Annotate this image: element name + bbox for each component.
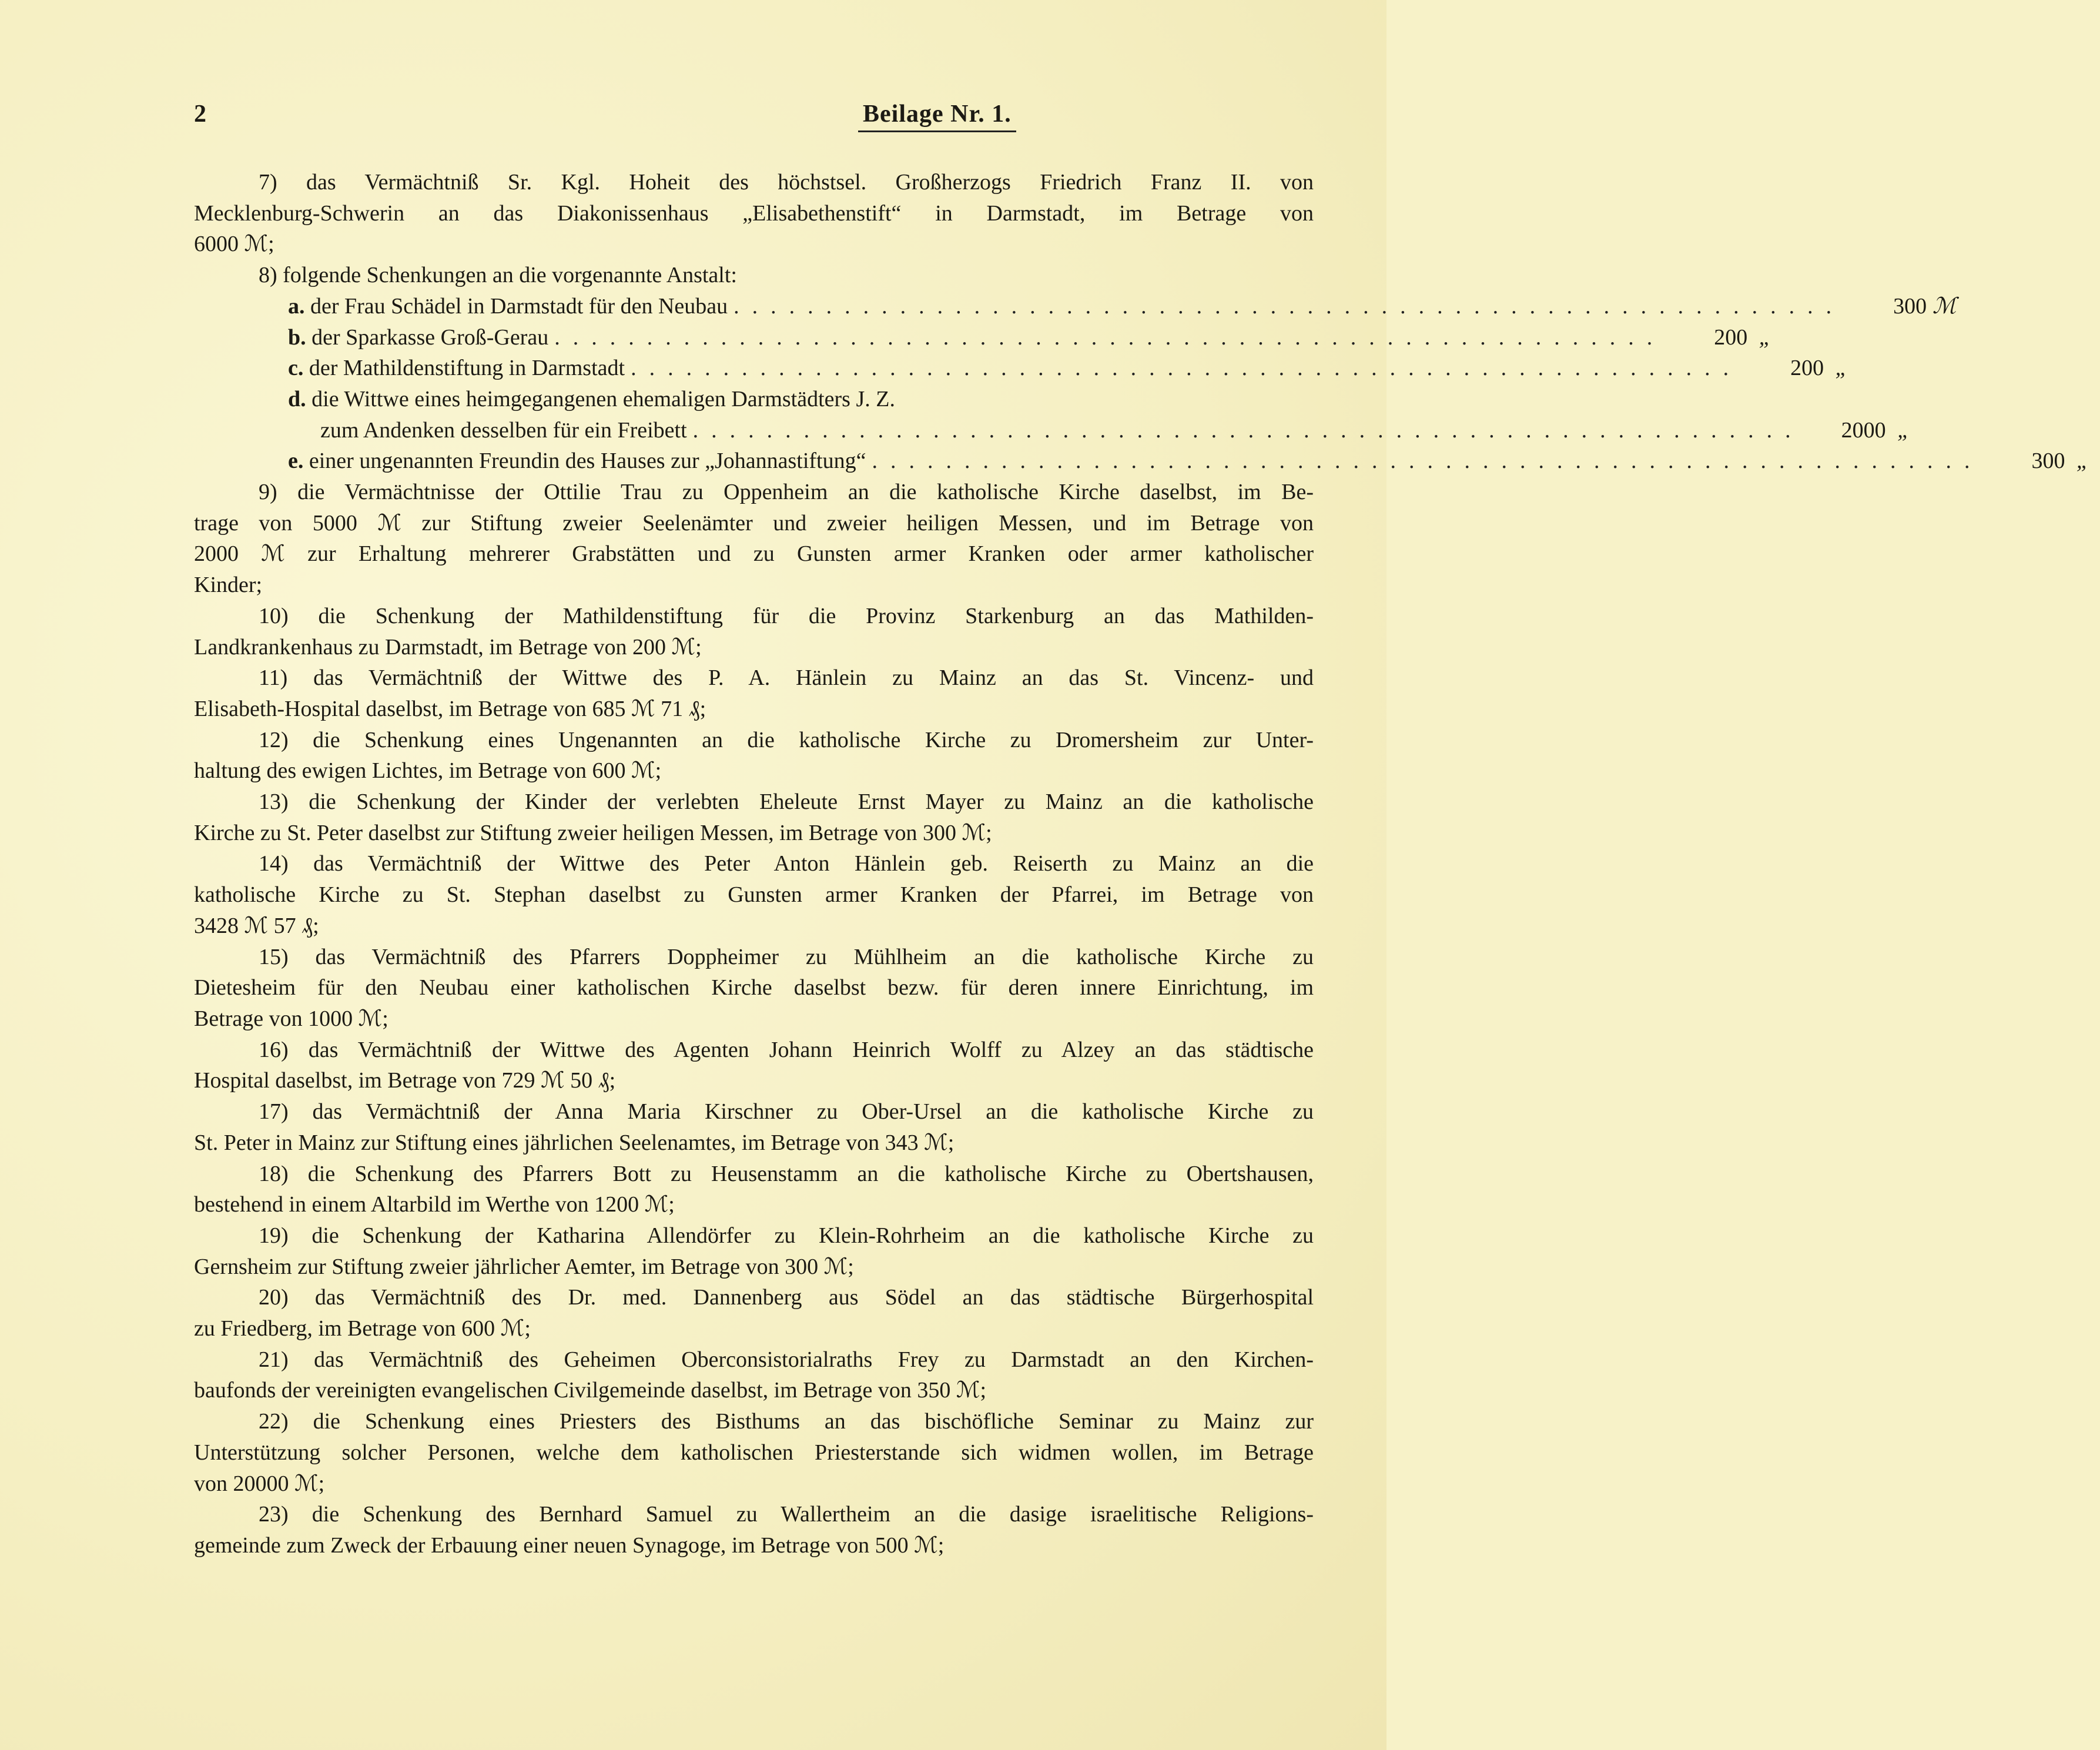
list-item bbox=[194, 446, 2089, 477]
paragraph bbox=[194, 1159, 1314, 1220]
paragraph-line: Landkrankenhaus zu Darmstadt, im Betrage von 200 ℳ; bbox=[194, 634, 702, 660]
paragraph-line: 14) das Vermächtniß der Wittwe des Peter Anton Hänlein geb. Reiserth zu Mainz an die bbox=[259, 851, 1314, 876]
paragraph-line: zu Friedberg, im Betrage von 600 ℳ; bbox=[194, 1316, 531, 1341]
item-amount: 2000 bbox=[1841, 417, 1886, 443]
item-text: der Mathildenstiftung in Darmstadt bbox=[309, 356, 625, 381]
dot-leader: ............................................................ bbox=[692, 417, 1804, 443]
paragraph-line: 21) das Vermächtniß des Geheimen Oberconsistorialraths Frey zu Darmstadt an den Kirchen- bbox=[259, 1347, 1314, 1372]
paragraph-line: Gernsheim zur Stiftung zweier jährlicher Aemter, im Betrage von 300 ℳ; bbox=[194, 1254, 854, 1279]
paragraph-line: Dietesheim für den Neubau einer katholischen Kirche daselbst bezw. für deren innere Einrichtung, im bbox=[194, 975, 1314, 1001]
paragraph-line: 16) das Vermächtniß der Wittwe des Agenten Johann Heinrich Wolff zu Alzey an das städtische bbox=[259, 1037, 1314, 1062]
paragraph bbox=[194, 942, 1314, 1035]
dot-leader: ............................................................ bbox=[872, 449, 1983, 474]
dot-leader: ............................................................ bbox=[734, 293, 1845, 319]
donation-list bbox=[194, 291, 2089, 477]
paragraph-line: 12) die Schenkung eines Ungenannten an die katholische Kirche zu Dromersheim zur Unter- bbox=[259, 727, 1314, 752]
item-text: der Sparkasse Groß-Gerau bbox=[312, 324, 549, 350]
item-label bbox=[288, 446, 866, 477]
item-unit: „ bbox=[1897, 417, 1910, 443]
item-label bbox=[288, 384, 895, 415]
item-unit: „ bbox=[1835, 356, 1848, 381]
paragraph-line: von 20000 ℳ; bbox=[194, 1471, 325, 1496]
paragraph-line: Elisabeth-Hospital daselbst, im Betrage von 685 ℳ 71 ₰; bbox=[194, 696, 706, 721]
item-amount: 200 bbox=[1714, 324, 1748, 350]
paragraphs-before bbox=[194, 167, 1314, 291]
paragraph-line: 20) das Vermächtniß des Dr. med. Dannenberg aus Södel an das städtische Bürgerhospital bbox=[259, 1285, 1314, 1310]
item-letter: b. bbox=[288, 324, 306, 350]
paragraph-line: Kirche zu St. Peter daselbst zur Stiftung zweier heiligen Messen, im Betrage von 300 ℳ; bbox=[194, 820, 992, 845]
paragraph-line: 10) die Schenkung der Mathildenstiftung für die Provinz Starkenburg an das Mathilden- bbox=[259, 603, 1314, 628]
paragraph-line: 8) folgende Schenkungen an die vorgenannte Anstalt: bbox=[259, 263, 737, 288]
paragraph-line: 3428 ℳ 57 ₰; bbox=[194, 913, 319, 938]
paragraph bbox=[194, 260, 1314, 291]
paragraph-line: 9) die Vermächtnisse der Ottilie Trau zu Oppenheim an die katholische Kirche daselbst, im Be- bbox=[259, 480, 1314, 505]
paragraph bbox=[194, 662, 1314, 724]
item-unit: ℳ bbox=[1932, 293, 1957, 319]
paragraph bbox=[194, 725, 1314, 787]
item-label bbox=[320, 415, 687, 446]
paragraph-line: haltung des ewigen Lichtes, im Betrage von 600 ℳ; bbox=[194, 758, 662, 784]
item-letter: c. bbox=[288, 356, 304, 381]
item-text: zum Andenken desselben für ein Freibett bbox=[320, 417, 687, 443]
item-letter: a. bbox=[288, 293, 305, 319]
page-number: 2 bbox=[194, 101, 206, 128]
paragraph-line: katholische Kirche zu St. Stephan daselbst zu Gunsten armer Kranken der Pfarrei, im Betrage von bbox=[194, 882, 1314, 908]
paragraph-line: Unterstützung solcher Personen, welche dem katholischen Priesterstande sich widmen wollen, im Betrage bbox=[194, 1440, 1314, 1465]
item-unit: „ bbox=[1759, 324, 1771, 350]
item-unit: „ bbox=[2076, 449, 2089, 474]
list-item bbox=[194, 353, 1848, 384]
item-text: einer ungenannten Freundin des Hauses zur „Johannastiftung“ bbox=[309, 449, 866, 474]
paragraph bbox=[194, 1344, 1314, 1406]
document-body bbox=[194, 167, 2089, 1561]
page-title: Beilage Nr. 1. bbox=[858, 100, 1016, 132]
paragraph bbox=[194, 477, 1314, 601]
paragraph-line: Kinder; bbox=[194, 573, 263, 598]
paragraph-line: Mecklenburg-Schwerin an das Diakonissenhaus „Elisabethenstift“ in Darmstadt, im Betrage von bbox=[194, 200, 1314, 226]
item-label bbox=[288, 322, 548, 353]
paragraph bbox=[194, 787, 1314, 848]
item-label bbox=[288, 291, 728, 322]
list-item bbox=[194, 322, 1771, 353]
paragraph bbox=[194, 601, 1314, 662]
paragraph bbox=[194, 1035, 1314, 1096]
item-amount: 200 bbox=[1790, 356, 1824, 381]
paragraph-line: baufonds der vereinigten evangelischen Civilgemeinde daselbst, im Betrage von 350 ℳ; bbox=[194, 1378, 987, 1403]
list-item bbox=[194, 415, 1910, 446]
paragraph-line: St. Peter in Mainz zur Stiftung eines jährlichen Seelenamtes, im Betrage von 343 ℳ; bbox=[194, 1130, 954, 1155]
paragraph-line: gemeinde zum Zweck der Erbauung einer neuen Synagoge, im Betrage von 500 ℳ; bbox=[194, 1532, 945, 1558]
item-text: der Frau Schädel in Darmstadt für den Neubau bbox=[310, 293, 728, 319]
item-text: die Wittwe eines heimgegangenen ehemaligen Darmstädters J. Z. bbox=[312, 386, 895, 411]
paragraph-line: 13) die Schenkung der Kinder der verlebten Eheleute Ernst Mayer zu Mainz an die katholische bbox=[259, 789, 1314, 815]
paragraph bbox=[194, 1282, 1314, 1344]
paragraph bbox=[194, 167, 1314, 260]
dot-leader: ............................................................ bbox=[554, 324, 1666, 350]
paragraph bbox=[194, 1096, 1314, 1158]
item-amount: 300 bbox=[1893, 293, 1927, 319]
paragraph-line: 23) die Schenkung des Bernhard Samuel zu Wallertheim an die dasige israelitische Religions- bbox=[259, 1502, 1314, 1527]
paragraph-line: 18) die Schenkung des Pfarrers Bott zu Heusenstamm an die katholische Kirche zu Obertshausen, bbox=[259, 1161, 1314, 1186]
paragraph-line: Hospital daselbst, im Betrage von 729 ℳ 50 ₰; bbox=[194, 1068, 616, 1093]
paragraph-line: 17) das Vermächtniß der Anna Maria Kirschner zu Ober-Ursel an die katholische Kirche zu bbox=[259, 1099, 1314, 1125]
paragraph-line: 11) das Vermächtniß der Wittwe des P. A. Hänlein zu Mainz an das St. Vincenz- und bbox=[259, 665, 1314, 691]
paragraph bbox=[194, 1499, 1314, 1561]
paragraph-line: 7) das Vermächtniß Sr. Kgl. Hoheit des höchstsel. Großherzogs Friedrich Franz II. von bbox=[259, 170, 1314, 195]
list-item bbox=[194, 291, 1957, 322]
paragraph-line: 22) die Schenkung eines Priesters des Bisthums an das bischöfliche Seminar zu Mainz zur bbox=[259, 1409, 1314, 1434]
paragraph-line: trage von 5000 ℳ zur Stiftung zweier Seelenämter und zweier heiligen Messen, und im Betrage von bbox=[194, 510, 1314, 536]
item-amount: 300 bbox=[2031, 449, 2065, 474]
paragraph bbox=[194, 1406, 1314, 1499]
paragraphs-after bbox=[194, 477, 1314, 1561]
paragraph bbox=[194, 1220, 1314, 1282]
paragraph-line: Betrage von 1000 ℳ; bbox=[194, 1006, 388, 1031]
item-label bbox=[288, 353, 625, 384]
paragraph-line: 19) die Schenkung der Katharina Allendörfer zu Klein-Rohrheim an die katholische Kirche zu bbox=[259, 1223, 1314, 1248]
item-letter: e. bbox=[288, 449, 304, 474]
paragraph-line: 6000 ℳ; bbox=[194, 232, 274, 257]
paragraph-line: bestehend in einem Altarbild im Werthe von 1200 ℳ; bbox=[194, 1192, 675, 1217]
paragraph-line: 15) das Vermächtniß des Pfarrers Doppheimer zu Mühlheim an die katholische Kirche zu bbox=[259, 944, 1314, 969]
paragraph-line: 2000 ℳ zur Erhaltung mehrerer Grabstätten und zu Gunsten armer Kranken oder armer katholischer bbox=[194, 541, 1314, 567]
item-letter: d. bbox=[288, 386, 306, 411]
dot-leader: ............................................................ bbox=[631, 356, 1742, 381]
page-header bbox=[194, 100, 1314, 135]
paragraph bbox=[194, 848, 1314, 941]
list-item bbox=[194, 384, 1314, 415]
